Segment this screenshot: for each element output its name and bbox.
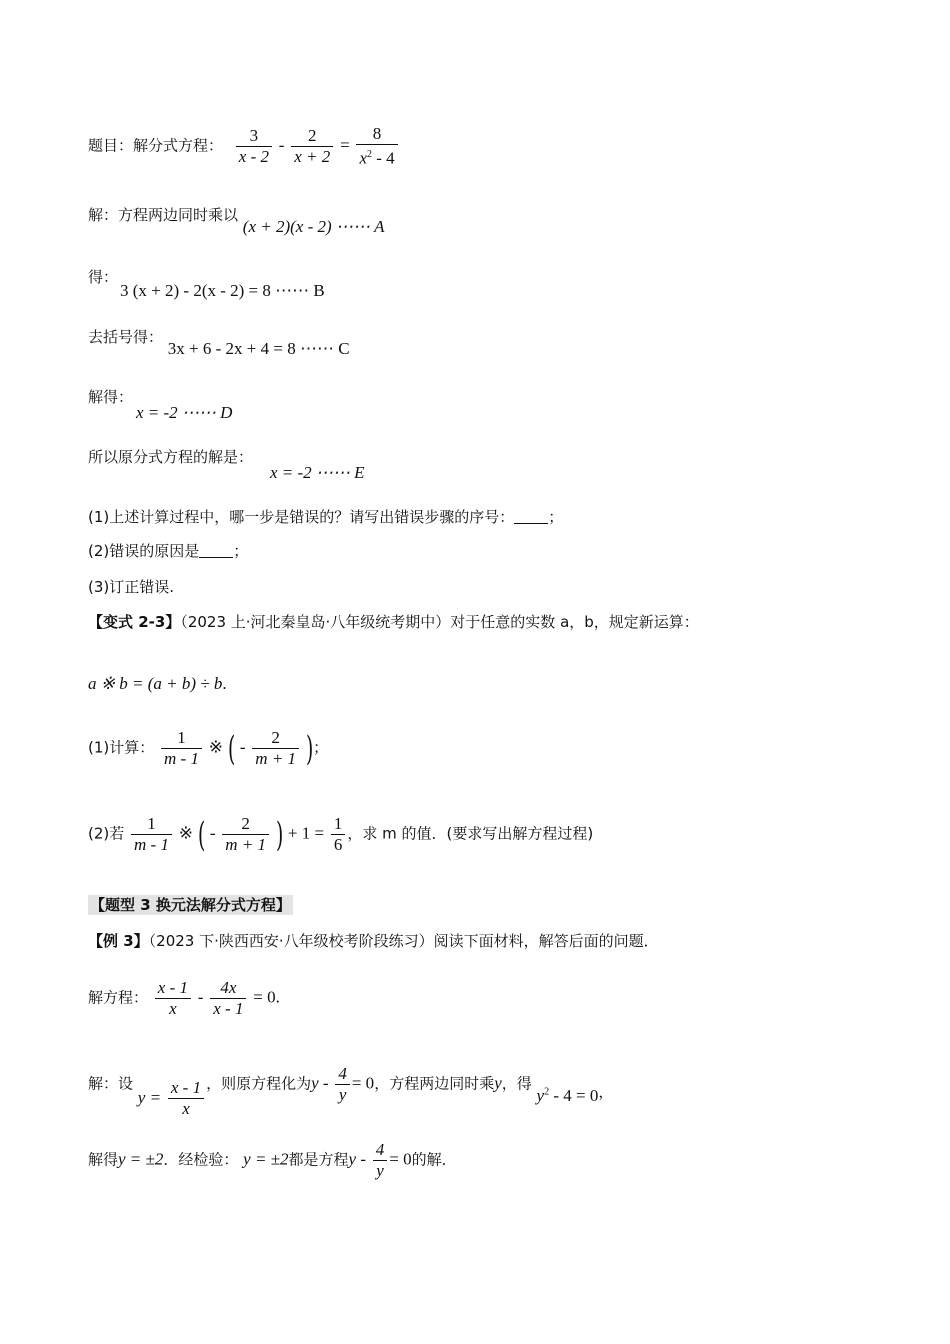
fraction-substitution: $\frac{x - 1}{x}$	[168, 1078, 204, 1119]
minus-sign: -	[278, 135, 285, 155]
fraction-1: $\frac{3}{x - 2}$	[236, 126, 272, 167]
problem-label: 题目：解分式方程：	[88, 136, 224, 155]
fraction-4-over-y-b: $\frac{4}{y}$	[373, 1140, 388, 1181]
question-1: (1)上述计算过程中，哪一步是错误的？请写出错误步骤的序号： ；	[88, 508, 564, 526]
variant-part-1: (1)计算： $\frac{1}{m - 1}$ ※ ( - $\frac{2}{m + 1}$ )；	[88, 728, 329, 769]
fraction-two-over-m-plus-1: $\frac{2}{m + 1}$	[252, 728, 299, 769]
step-d: 解得： x = -2 ⋯⋯ D	[88, 388, 233, 422]
problem-line	[88, 124, 400, 169]
example-result: 解得y = ±2．经检验： y = ±2都是方程y - $\frac{4}{y}$ = 0的解．	[88, 1140, 457, 1180]
answer-blank-2[interactable]	[199, 543, 233, 558]
fraction-4x-over-x-minus-1: $\frac{4x}{x - 1}$	[210, 978, 246, 1019]
fraction-one-sixth: $\frac{1}{6}$	[331, 814, 346, 855]
step-e: 所以原分式方程的解是： x = -2 ⋯⋯ E	[88, 448, 365, 482]
question-2: (2)错误的原因是 ；	[88, 542, 249, 560]
example-header: 【例 3】（2023 下·陕西西安·八年级校考阶段练习）阅读下面材料，解答后面的问题．	[88, 932, 659, 950]
example-equation: 解方程： $\frac{x - 1}{x}$ - $\frac{4x}{x - 1}$ = 0.	[88, 978, 280, 1018]
fraction-x-minus-1-over-x: $\frac{x - 1}{x}$	[155, 978, 191, 1019]
equals-sign: =	[340, 135, 350, 155]
answer-blank-1[interactable]	[514, 509, 548, 524]
fraction-one-over-m-minus-1: $\frac{1}{m - 1}$	[161, 728, 202, 769]
variant-part-2: (2)若 $\frac{1}{m - 1}$ ※ ( - $\frac{2}{m + 1}$ ) + 1 = $\frac{1}{6}$ ，求 m 的值．(要求写出解方程过程)	[88, 814, 594, 855]
fraction-3: $\frac{8}{x^2 - 4}$	[356, 124, 397, 169]
step-c: 去括号得： 3x + 6 - 2x + 4 = 8 ⋯⋯ C	[88, 328, 350, 358]
step-b: 得： 3 (x + 2) - 2(x - 2) = 8 ⋯⋯ B	[88, 268, 325, 300]
fraction-4-over-y: $\frac{4}{y}$	[335, 1064, 350, 1105]
question-3: (3)订正错误.	[88, 578, 175, 596]
section-heading: 【题型 3 换元法解分式方程】	[90, 896, 291, 914]
variant-header: 【变式 2-3】（2023 上·河北秦皇岛·八年级统考期中）对于任意的实数 a，b，规定新运算：	[88, 613, 699, 631]
example-solution: 解：设 y = $\frac{x - 1}{x}$ ，则原方程化为y - $\frac{4}{y}$ = 0，方程两边同时乘y，得 $y^2 - 4 = 0$，	[88, 1064, 614, 1118]
step-a: 解：方程两边同时乘以 (x + 2)(x - 2) ⋯⋯ A	[88, 206, 385, 236]
variant-definition: a ※ b = (a + b) ÷ b.	[88, 674, 227, 693]
fraction-2: $\frac{2}{x + 2}$	[291, 126, 333, 167]
fraction-one-over-m-minus-1-b: $\frac{1}{m - 1}$	[131, 814, 172, 855]
fraction-two-over-m-plus-1-b: $\frac{2}{m + 1}$	[222, 814, 269, 855]
